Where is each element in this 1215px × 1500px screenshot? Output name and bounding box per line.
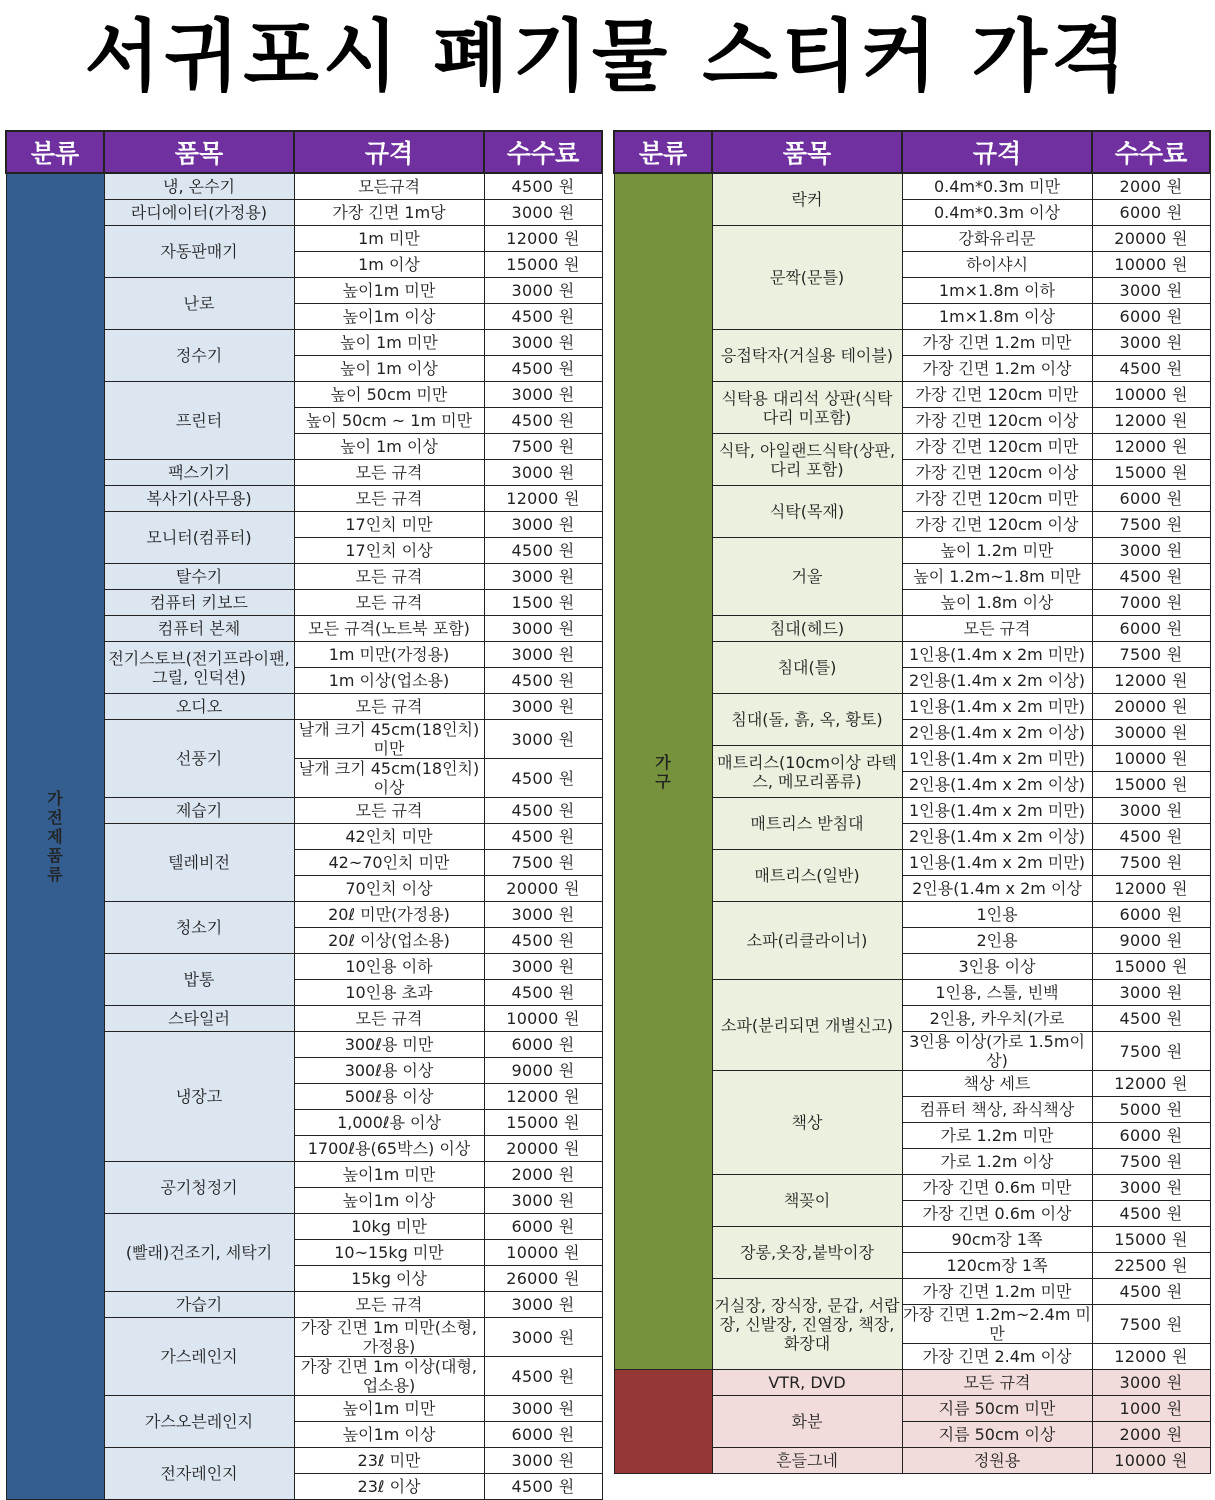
spec-cell: 모든 규격 — [902, 616, 1092, 642]
spec-cell: 정원용 — [902, 1448, 1092, 1474]
item-cell: 식탁(목재) — [712, 486, 902, 538]
spec-cell: 2인용 — [902, 928, 1092, 954]
item-cell: 복사기(사무용) — [104, 486, 294, 512]
spec-cell: 42인치 미만 — [294, 824, 484, 850]
item-cell: 소파(분리되면 개별신고) — [712, 980, 902, 1071]
fee-cell: 12000 원 — [1092, 1071, 1210, 1097]
spec-cell: 모든 규격 — [294, 486, 484, 512]
spec-cell: 300ℓ용 이상 — [294, 1058, 484, 1084]
fee-cell: 3000 원 — [1092, 278, 1210, 304]
fee-cell: 12000 원 — [1092, 1344, 1210, 1370]
fee-cell: 20000 원 — [484, 876, 602, 902]
item-cell: 가스오븐레인지 — [104, 1396, 294, 1448]
spec-cell: 10~15kg 미만 — [294, 1240, 484, 1266]
fee-cell: 7500 원 — [1092, 1032, 1210, 1071]
spec-cell: 높이1m 이상 — [294, 1188, 484, 1214]
item-cell: 가습기 — [104, 1292, 294, 1318]
fee-cell: 6000 원 — [484, 1422, 602, 1448]
fee-cell: 3000 원 — [484, 1448, 602, 1474]
spec-cell: 1인용(1.4m x 2m 미만) — [902, 694, 1092, 720]
item-cell: 침대(헤드) — [712, 616, 902, 642]
item-cell: 난로 — [104, 278, 294, 330]
item-cell: 프린터 — [104, 382, 294, 460]
fee-cell: 15000 원 — [484, 1110, 602, 1136]
item-cell: 밥통 — [104, 954, 294, 1006]
fee-cell: 7000 원 — [1092, 590, 1210, 616]
fee-cell: 4500 원 — [484, 928, 602, 954]
spec-cell: 모든 규격 — [294, 564, 484, 590]
category-furniture-label: 가구 — [655, 752, 671, 791]
fee-cell: 4500 원 — [484, 1474, 602, 1500]
fee-cell: 2000 원 — [1092, 173, 1210, 200]
spec-cell: 높이 1.2m~1.8m 미만 — [902, 564, 1092, 590]
spec-cell: 23ℓ 이상 — [294, 1474, 484, 1500]
fee-cell: 4500 원 — [484, 408, 602, 434]
spec-cell: 1m 미만(가정용) — [294, 642, 484, 668]
fee-cell: 4500 원 — [1092, 356, 1210, 382]
fee-cell: 5000 원 — [1092, 1097, 1210, 1123]
fee-cell: 15000 원 — [484, 252, 602, 278]
fee-cell: 15000 원 — [1092, 772, 1210, 798]
spec-cell: 가로 1.2m 미만 — [902, 1123, 1092, 1149]
spec-cell: 가장 긴면 0.6m 이상 — [902, 1201, 1092, 1227]
item-cell: 화분 — [712, 1396, 902, 1448]
item-cell: 냉장고 — [104, 1032, 294, 1162]
spec-cell: 1m 이상 — [294, 252, 484, 278]
spec-cell: 1인용(1.4m x 2m 미만) — [902, 798, 1092, 824]
fee-cell: 20000 원 — [484, 1136, 602, 1162]
item-cell: 장롱,옷장,붙박이장 — [712, 1227, 902, 1279]
spec-cell: 가장 긴면 120cm 미만 — [902, 486, 1092, 512]
fee-cell: 7500 원 — [1092, 1149, 1210, 1175]
header-fee: 수수료 — [484, 131, 602, 173]
spec-cell: 높이1m 미만 — [294, 278, 484, 304]
spec-cell: 90cm장 1쪽 — [902, 1227, 1092, 1253]
item-cell: 정수기 — [104, 330, 294, 382]
fee-cell: 7500 원 — [484, 850, 602, 876]
spec-cell: 500ℓ용 이상 — [294, 1084, 484, 1110]
spec-cell: 가장 긴면 120cm 미만 — [902, 382, 1092, 408]
header-item: 품목 — [104, 131, 294, 173]
spec-cell: 모든 규격(노트북 포함) — [294, 616, 484, 642]
fee-cell: 7500 원 — [1092, 850, 1210, 876]
spec-cell: 2인용(1.4m x 2m 이상) — [902, 772, 1092, 798]
fee-cell: 4500 원 — [484, 538, 602, 564]
fee-cell: 12000 원 — [484, 1084, 602, 1110]
fee-cell: 4500 원 — [484, 1357, 602, 1396]
item-cell: 매트리스(일반) — [712, 850, 902, 902]
spec-cell: 20ℓ 이상(업소용) — [294, 928, 484, 954]
fee-cell: 3000 원 — [484, 1318, 602, 1357]
spec-cell: 0.4m*0.3m 미만 — [902, 173, 1092, 200]
spec-cell: 120cm장 1쪽 — [902, 1253, 1092, 1279]
category-appliance-label: 가전제품류 — [47, 789, 63, 884]
header-spec: 규격 — [294, 131, 484, 173]
item-cell: 팩스기기 — [104, 460, 294, 486]
fee-cell: 3000 원 — [484, 954, 602, 980]
header-category: 분류 — [6, 131, 104, 173]
spec-cell: 높이 1m 미만 — [294, 330, 484, 356]
item-cell: 오디오 — [104, 694, 294, 720]
fee-cell: 1500 원 — [484, 590, 602, 616]
spec-cell: 42~70인치 미만 — [294, 850, 484, 876]
fee-cell: 4500 원 — [484, 173, 602, 200]
appliance-fee-table — [5, 130, 603, 1500]
fee-cell: 1000 원 — [1092, 1396, 1210, 1422]
spec-cell: 10인용 초과 — [294, 980, 484, 1006]
spec-cell: 모든 규격 — [902, 1370, 1092, 1396]
fee-cell: 3000 원 — [484, 278, 602, 304]
spec-cell: 모든 규격 — [294, 1006, 484, 1032]
fee-cell: 3000 원 — [484, 642, 602, 668]
spec-cell: 가장 긴면 1.2m~2.4m 미만 — [902, 1305, 1091, 1343]
fee-cell: 7500 원 — [1092, 512, 1210, 538]
spec-cell: 2인용(1.4m x 2m 이상) — [902, 720, 1092, 746]
fee-cell: 9000 원 — [484, 1058, 602, 1084]
spec-cell: 높이 50cm 미만 — [294, 382, 484, 408]
fee-cell: 12000 원 — [484, 486, 602, 512]
spec-cell: 17인치 이상 — [294, 538, 484, 564]
fee-cell: 12000 원 — [484, 226, 602, 252]
fee-cell: 4500 원 — [1092, 1201, 1210, 1227]
spec-cell: 높이 50cm ~ 1m 미만 — [294, 408, 484, 434]
fee-cell: 6000 원 — [1092, 902, 1210, 928]
fee-cell: 3000 원 — [484, 616, 602, 642]
category-other — [614, 1370, 712, 1474]
item-cell: 선풍기 — [104, 720, 294, 798]
fee-cell: 10000 원 — [1092, 746, 1210, 772]
fee-cell: 3000 원 — [484, 460, 602, 486]
item-cell: 식탁용 대리석 상판(식탁 다리 미포함) — [712, 382, 902, 434]
item-cell: 가스레인지 — [104, 1318, 294, 1396]
fee-cell: 3000 원 — [484, 512, 602, 538]
spec-cell: 높이1m 이상 — [294, 304, 484, 330]
fee-cell: 3000 원 — [1092, 1370, 1210, 1396]
spec-cell: 10kg 미만 — [294, 1214, 484, 1240]
item-cell: 컴퓨터 본체 — [104, 616, 294, 642]
item-cell: 전자레인지 — [104, 1448, 294, 1500]
spec-cell: 가장 긴면 1m 이상(대형, 업소용) — [294, 1357, 484, 1396]
fee-cell: 6000 원 — [484, 1214, 602, 1240]
fee-cell: 3000 원 — [1092, 330, 1210, 356]
spec-cell: 300ℓ용 미만 — [294, 1032, 484, 1058]
spec-cell: 모든 규격 — [294, 590, 484, 616]
fee-cell: 4500 원 — [484, 668, 602, 694]
fee-cell: 10000 원 — [484, 1240, 602, 1266]
item-cell: 책상 — [712, 1071, 902, 1175]
fee-cell: 4500 원 — [484, 798, 602, 824]
fee-cell: 15000 원 — [1092, 460, 1210, 486]
fee-cell: 12000 원 — [1092, 876, 1210, 902]
table-row — [614, 1370, 1210, 1396]
spec-cell: 가장 긴면 0.6m 미만 — [902, 1175, 1092, 1201]
furniture-fee-table — [613, 130, 1211, 1474]
spec-cell: 날개 크기 45cm(18인치)미만 — [294, 720, 484, 759]
fee-cell: 12000 원 — [1092, 668, 1210, 694]
fee-cell: 6000 원 — [1092, 304, 1210, 330]
item-cell: 공기청정기 — [104, 1162, 294, 1214]
fee-cell: 4500 원 — [484, 824, 602, 850]
fee-cell: 3000 원 — [484, 902, 602, 928]
spec-cell: 가장 긴면 120cm 미만 — [902, 434, 1092, 460]
fee-cell: 10000 원 — [1092, 382, 1210, 408]
spec-cell: 강화유리문 — [902, 226, 1092, 252]
fee-cell: 4500 원 — [1092, 1006, 1210, 1032]
fee-cell: 6000 원 — [1092, 486, 1210, 512]
fee-cell: 2000 원 — [484, 1162, 602, 1188]
spec-cell: 1m 이상(업소용) — [294, 668, 484, 694]
spec-cell: 1700ℓ용(65박스) 이상 — [294, 1136, 484, 1162]
fee-cell: 4500 원 — [484, 356, 602, 382]
fee-cell: 3000 원 — [484, 382, 602, 408]
spec-cell: 모든 규격 — [294, 694, 484, 720]
spec-cell: 책상 세트 — [902, 1071, 1092, 1097]
fee-cell: 22500 원 — [1092, 1253, 1210, 1279]
fee-cell: 6000 원 — [1092, 200, 1210, 226]
spec-cell: 10인용 이하 — [294, 954, 484, 980]
fee-cell: 4500 원 — [484, 304, 602, 330]
table-row — [6, 173, 602, 200]
spec-cell: 모든 규격 — [294, 798, 484, 824]
fee-cell: 4500 원 — [484, 980, 602, 1006]
spec-cell: 모든 규격 — [294, 1292, 484, 1318]
item-cell: 침대(돌, 흙, 옥, 황토) — [712, 694, 902, 746]
item-cell: 냉, 온수기 — [104, 173, 294, 200]
fee-cell: 3000 원 — [1092, 1175, 1210, 1201]
spec-cell: 1m×1.8m 이상 — [902, 304, 1092, 330]
spec-cell: 3인용 이상(가로 1.5m이상) — [902, 1032, 1092, 1071]
spec-cell: 가장 긴면 120cm 이상 — [902, 512, 1092, 538]
fee-cell: 30000 원 — [1092, 720, 1210, 746]
item-cell: 스타일러 — [104, 1006, 294, 1032]
fee-cell: 7500 원 — [1092, 642, 1210, 668]
spec-cell: 높이 1.2m 미만 — [902, 538, 1092, 564]
fee-cell: 4500 원 — [1092, 564, 1210, 590]
spec-cell: 2인용(1.4m x 2m 이상 — [902, 876, 1092, 902]
header-category: 분류 — [614, 131, 712, 173]
item-cell: 탈수기 — [104, 564, 294, 590]
spec-cell: 높이1m 이상 — [294, 1422, 484, 1448]
item-cell: 전기스토브(전기프라이팬, 그릴, 인덕션) — [104, 642, 294, 694]
page-title: 서귀포시 폐기물 스티커 가격 — [84, 12, 1131, 102]
spec-cell: 1인용(1.4m x 2m 미만) — [902, 642, 1092, 668]
fee-cell: 4500 원 — [1092, 824, 1210, 850]
fee-cell: 3000 원 — [1092, 538, 1210, 564]
fee-cell: 3000 원 — [484, 1188, 602, 1214]
spec-cell: 2인용(1.4m x 2m 이상) — [902, 668, 1092, 694]
spec-cell: 1인용(1.4m x 2m 미만) — [902, 850, 1092, 876]
spec-cell: 높이 1m 이상 — [294, 434, 484, 460]
fee-cell: 10000 원 — [484, 1006, 602, 1032]
spec-cell: 1m 미만 — [294, 226, 484, 252]
item-cell: (빨래)건조기, 세탁기 — [104, 1214, 294, 1292]
spec-cell: 가장 긴면 2.4m 이상 — [902, 1344, 1092, 1370]
fee-cell: 20000 원 — [1092, 694, 1210, 720]
spec-cell: 가로 1.2m 이상 — [902, 1149, 1092, 1175]
item-cell: 컴퓨터 키보드 — [104, 590, 294, 616]
fee-cell: 3000 원 — [1092, 980, 1210, 1006]
fee-cell: 12000 원 — [1092, 434, 1210, 460]
table-row — [614, 173, 1210, 200]
spec-cell: 모든 규격 — [294, 460, 484, 486]
fee-cell: 10000 원 — [1092, 1448, 1210, 1474]
spec-cell: 0.4m*0.3m 이상 — [902, 200, 1092, 226]
item-cell: 소파(리클라이너) — [712, 902, 902, 980]
spec-cell: 지름 50cm 미만 — [902, 1396, 1092, 1422]
spec-cell: 지름 50cm 이상 — [902, 1422, 1092, 1448]
fee-cell: 10000 원 — [1092, 252, 1210, 278]
header-item: 품목 — [712, 131, 902, 173]
item-cell: 락커 — [712, 173, 902, 226]
category-appliance — [6, 173, 104, 1500]
fee-cell: 4500 원 — [1092, 1279, 1210, 1305]
fee-cell: 6000 원 — [1092, 1123, 1210, 1149]
fee-cell: 3000 원 — [1092, 798, 1210, 824]
item-cell: 매트리스 받침대 — [712, 798, 902, 850]
fee-cell: 20000 원 — [1092, 226, 1210, 252]
spec-cell: 1인용 — [902, 902, 1092, 928]
fee-cell: 12000 원 — [1092, 408, 1210, 434]
fee-cell: 3000 원 — [484, 720, 602, 759]
fee-cell: 6000 원 — [484, 1032, 602, 1058]
spec-cell: 높이1m 미만 — [294, 1396, 484, 1422]
spec-cell: 가장 긴면 1.2m 미만 — [902, 1279, 1092, 1305]
spec-cell: 15kg 이상 — [294, 1266, 484, 1292]
spec-cell: 가장 긴면 1m당 — [294, 200, 484, 226]
item-cell: 청소기 — [104, 902, 294, 954]
spec-cell: 20ℓ 미만(가정용) — [294, 902, 484, 928]
item-cell: 제습기 — [104, 798, 294, 824]
spec-cell: 2인용(1.4m x 2m 이상) — [902, 824, 1092, 850]
spec-cell: 가장 긴면 1m 미만(소형, 가정용) — [294, 1318, 484, 1357]
fee-cell: 7500 원 — [1092, 1305, 1210, 1344]
fee-cell: 2000 원 — [1092, 1422, 1210, 1448]
item-cell: 거실장, 장식장, 문갑, 서랍장, 신발장, 진열장, 책장, 화장대 — [712, 1279, 902, 1370]
fee-cell: 26000 원 — [484, 1266, 602, 1292]
item-cell: 라디에이터(가정용) — [104, 200, 294, 226]
item-cell: VTR, DVD — [712, 1370, 902, 1396]
item-cell: 자동판매기 — [104, 226, 294, 278]
fee-cell: 3000 원 — [484, 200, 602, 226]
fee-cell: 3000 원 — [484, 564, 602, 590]
category-furniture — [614, 173, 712, 1370]
fee-cell: 3000 원 — [484, 1292, 602, 1318]
item-cell: 거울 — [712, 538, 902, 616]
fee-cell: 15000 원 — [1092, 1227, 1210, 1253]
fee-cell: 3000 원 — [484, 694, 602, 720]
fee-cell: 9000 원 — [1092, 928, 1210, 954]
spec-cell: 70인치 이상 — [294, 876, 484, 902]
spec-cell: 모든규격 — [294, 173, 484, 200]
spec-cell: 1m×1.8m 이하 — [902, 278, 1092, 304]
fee-cell: 4500 원 — [484, 759, 602, 798]
spec-cell: 3인용 이상 — [902, 954, 1092, 980]
spec-cell: 날개 크기 45cm(18인치)이상 — [294, 759, 484, 798]
spec-cell: 1인용, 스툴, 빈백 — [902, 980, 1092, 1006]
spec-cell: 1인용(1.4m x 2m 미만) — [902, 746, 1092, 772]
item-cell: 문짝(문틀) — [712, 226, 902, 330]
item-cell: 흔들그네 — [712, 1448, 902, 1474]
table-header-row — [6, 131, 602, 173]
item-cell: 식탁, 아일랜드식탁(상판, 다리 포함) — [712, 434, 902, 486]
item-cell: 책꽂이 — [712, 1175, 902, 1227]
spec-cell: 가장 긴면 120cm 이상 — [902, 460, 1092, 486]
item-cell: 모니터(컴퓨터) — [104, 512, 294, 564]
fee-cell: 15000 원 — [1092, 954, 1210, 980]
spec-cell: 높이1m 미만 — [294, 1162, 484, 1188]
item-cell: 침대(틀) — [712, 642, 902, 694]
spec-cell: 높이 1.8m 이상 — [902, 590, 1092, 616]
header-fee: 수수료 — [1092, 131, 1210, 173]
spec-cell: 가장 긴면 1.2m 이상 — [902, 356, 1092, 382]
spec-cell: 가장 긴면 120cm 이상 — [902, 408, 1092, 434]
spec-cell: 높이 1m 이상 — [294, 356, 484, 382]
spec-cell: 23ℓ 미만 — [294, 1448, 484, 1474]
table-header-row — [614, 131, 1210, 173]
item-cell: 응접탁자(거실용 테이블) — [712, 330, 902, 382]
item-cell: 텔레비전 — [104, 824, 294, 902]
spec-cell: 가장 긴면 1.2m 미만 — [902, 330, 1092, 356]
fee-cell: 6000 원 — [1092, 616, 1210, 642]
spec-cell: 1,000ℓ용 이상 — [294, 1110, 484, 1136]
fee-cell: 7500 원 — [484, 434, 602, 460]
spec-cell: 2인용, 카우치(가로 — [902, 1006, 1092, 1032]
header-spec: 규격 — [902, 131, 1092, 173]
fee-cell: 3000 원 — [484, 1396, 602, 1422]
spec-cell: 17인치 미만 — [294, 512, 484, 538]
item-cell: 매트리스(10cm이상 라텍스, 메모리폼류) — [712, 746, 902, 798]
spec-cell: 컴퓨터 책상, 좌식책상 — [902, 1097, 1092, 1123]
spec-cell: 하이샤시 — [902, 252, 1092, 278]
fee-cell: 3000 원 — [484, 330, 602, 356]
